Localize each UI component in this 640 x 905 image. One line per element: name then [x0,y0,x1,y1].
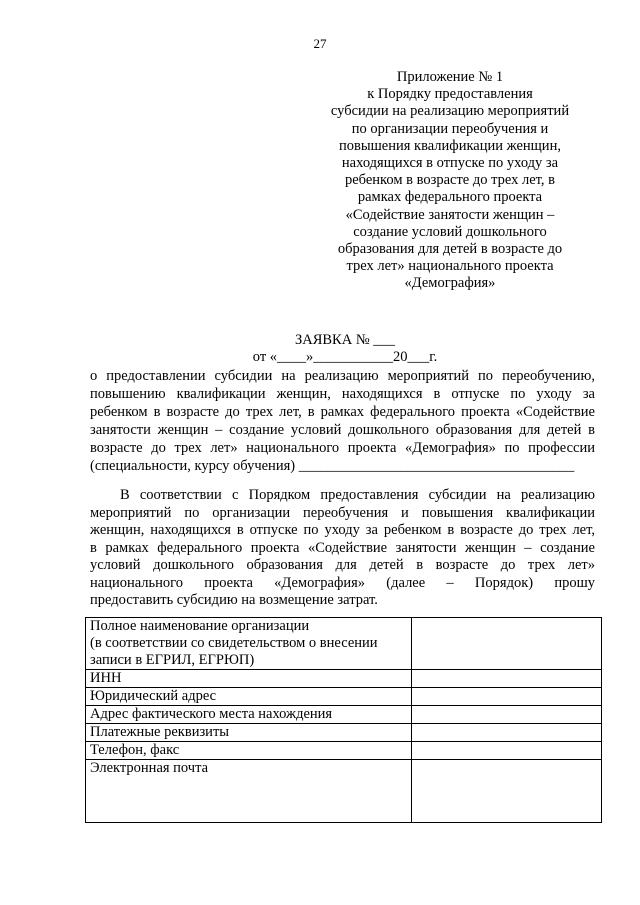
table-row-email [86,760,602,823]
row-value-cell[interactable] [412,618,602,670]
paragraph-line: женщин, находящихся в отпуске по уходу за ребенком в возрасте до трех лет, [90,522,595,538]
subject-line: возрасте до трех лет» национального проекта «Демография» по профессии [90,440,595,456]
appendix-header [300,69,600,293]
application-subject [90,367,595,475]
paragraph-line: предоставить субсидию на возмещение затрат. [90,592,378,608]
appendix-line: повышения квалификации женщин, [339,137,561,154]
appendix-line: «Демография» [404,275,496,292]
appendix-line: образования для детей в возрасте до [337,241,563,258]
row-value-cell[interactable] [412,724,602,742]
request-paragraph [90,487,595,610]
row-label: Адрес фактического места нахождения [86,706,412,724]
appendix-line: рамках федерального проекта [357,189,543,206]
row-label [86,618,412,670]
appendix-line: «Содействие занятости женщин – [345,206,555,223]
paragraph-line: национального проекта «Демография» (далее – Порядок) прошу [90,574,595,591]
appendix-line: создание условий дошкольного [353,223,547,240]
paragraph-line: условий дошкольного образования для детей в возрасте до трех лет» [90,557,595,573]
application-date: от «____»___________20___г. [252,349,438,365]
row-value-cell[interactable] [412,688,602,706]
table-row-bank-details [86,724,602,742]
table-row-full-name [86,618,602,670]
paragraph-line: в рамках федерального проекта «Содействие занятости женщин – создание [90,539,595,556]
table-row-inn [86,670,602,688]
row-value-cell[interactable] [412,670,602,688]
paragraph-line: мероприятий по организации переобучения и повышения квалификации [90,504,595,521]
subject-line: о предоставлении субсидии на реализацию мероприятий по переобучению, [90,368,595,384]
row-label: ИНН [86,670,412,688]
table-row-legal-address [86,688,602,706]
label-line: (в соответствии со свидетельством о внесении [90,635,378,651]
subject-line: повышению квалификации женщин, находящихся в отпуске по уходу за [90,386,595,402]
subject-line: ребенком в возрасте до трех лет, в рамках федерального проекта «Содействие [90,404,595,420]
row-label: Электронная почта [86,760,412,823]
appendix-line: к Порядку предоставления [367,86,533,103]
row-label: Платежные реквизиты [86,724,412,742]
row-value-cell[interactable] [412,742,602,760]
row-label: Телефон, факс [86,742,412,760]
application-title: ЗАЯВКА № ___ [294,332,396,348]
appendix-line: по организации переобучения и [351,120,549,137]
row-label: Юридический адрес [86,688,412,706]
row-value-cell[interactable] [412,760,602,823]
page-number: 27 [313,36,327,51]
label-line: Полное наименование организации [90,618,310,634]
paragraph-line: В соответствии с Порядком предоставления субсидии на реализацию [120,487,595,503]
organization-details-table [85,617,602,823]
appendix-line: трех лет» национального проекта [346,258,554,275]
label-line: записи в ЕГРИЛ, ЕГРЮП) [90,652,255,668]
appendix-line: субсидии на реализацию мероприятий [330,103,570,120]
subject-line: занятости женщин – создание условий дошкольного образования для детей в [90,422,595,438]
profession-line: (специальности, курсу обучения) ______________________________________ [90,458,575,474]
appendix-line: находящихся в отпуске по уходу за [341,155,559,172]
appendix-line: Приложение № 1 [396,69,504,85]
table-row-phone-fax [86,742,602,760]
appendix-line: ребенком в возрасте до трех лет, в [344,172,556,189]
table-row-actual-address [86,706,602,724]
row-value-cell[interactable] [412,706,602,724]
